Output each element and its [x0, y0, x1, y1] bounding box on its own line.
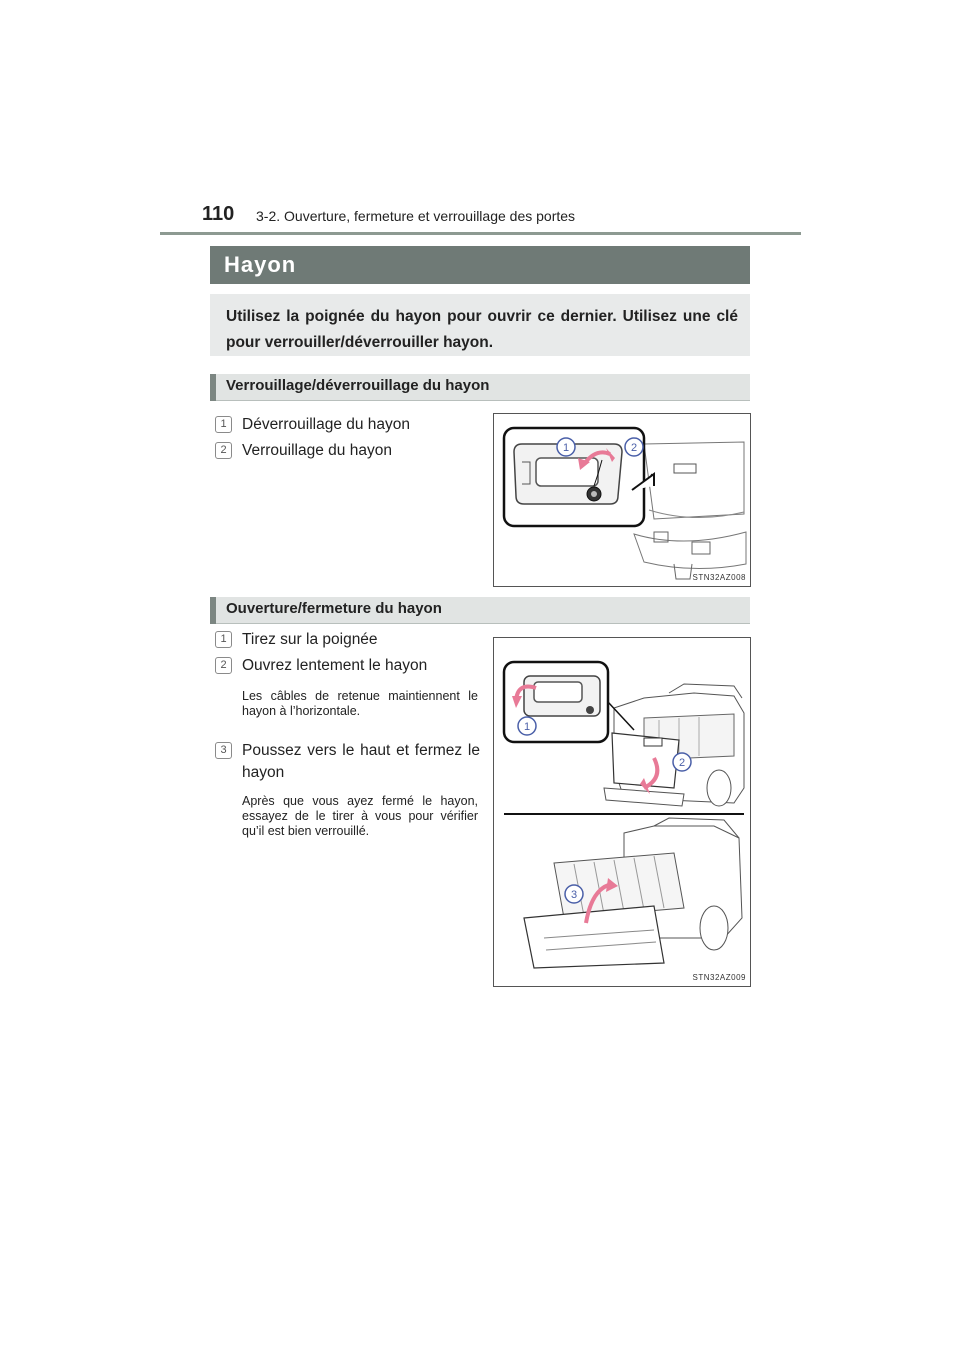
- step-text: Ouvrez lentement le hayon: [242, 657, 428, 674]
- section-heading-open-close: [210, 597, 750, 624]
- header-divider: [160, 232, 801, 235]
- tailgate-open-close-illustration: [494, 638, 750, 986]
- step-text: Déverrouillage du hayon: [242, 416, 411, 433]
- step-number-icon: 3: [215, 742, 232, 759]
- section-heading-label: Verrouillage/déverrouillage du hayon: [226, 377, 490, 394]
- section-heading-label: Ouverture/fermeture du hayon: [226, 600, 442, 617]
- callout-1: 1: [523, 721, 531, 733]
- figure-caption: STN32AZ009: [692, 973, 746, 982]
- step-text: Tirez sur la poignée: [242, 631, 378, 648]
- section-marker: [210, 374, 216, 401]
- figure-tailgate-open-close: [493, 637, 751, 987]
- figure-caption: STN32AZ008: [692, 573, 746, 582]
- chapter-title: 3-2. Ouverture, fermeture et verrouillage des portes: [256, 208, 576, 224]
- step-number-icon: 2: [215, 657, 232, 674]
- section-heading-lock: [210, 374, 750, 401]
- page-title: Hayon: [224, 252, 297, 277]
- tailgate-lock-illustration: [494, 414, 750, 586]
- page-number: 110: [202, 203, 235, 225]
- step-number-icon: 1: [215, 416, 232, 433]
- figure-tailgate-lock: [493, 413, 751, 587]
- step-text: Poussez vers le haut et fermez le hayon: [242, 742, 480, 781]
- step-note: Après que vous ayez fermé le hayon, essayez de le tirer à vous pour vérifier qu’il est bien verrouillé.: [242, 794, 478, 838]
- section-marker: [210, 597, 216, 624]
- callout-1: 1: [562, 442, 570, 454]
- intro-box: Utilisez la poignée du hayon pour ouvrir ce dernier. Utilisez une clé pour verrouiller/déverrouiller hayon.: [210, 294, 750, 356]
- step-number-icon: 1: [215, 631, 232, 648]
- step-text: Verrouillage du hayon: [242, 442, 392, 459]
- step-number-icon: 2: [215, 442, 232, 459]
- step-note: Les câbles de retenue maintiennent le hayon à l’horizontale.: [242, 689, 478, 718]
- callout-2: 2: [630, 442, 638, 454]
- callout-3: 3: [570, 889, 578, 901]
- callout-2: 2: [678, 757, 686, 769]
- page-title-bar: [210, 246, 750, 284]
